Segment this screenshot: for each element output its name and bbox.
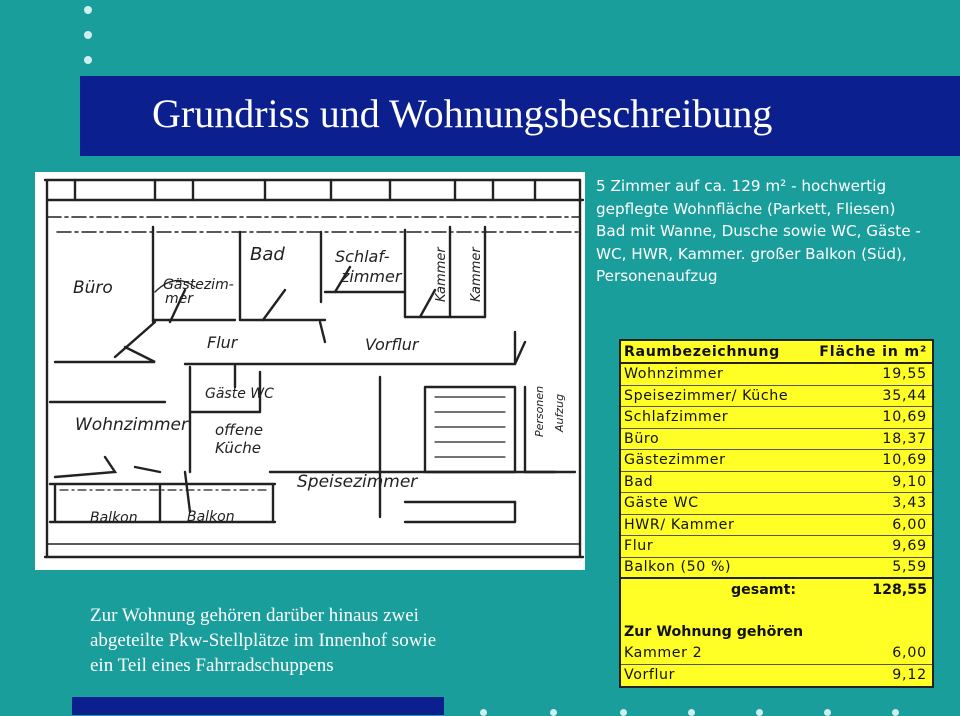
label-flur: Flur: [207, 333, 238, 352]
total-value: 128,55: [872, 581, 927, 598]
room-name: Balkon (50 %): [624, 559, 732, 576]
table-row: [621, 407, 932, 429]
decorative-dots-top: [84, 6, 96, 81]
additional-info-line: abgeteilte Pkw-Stellplätze im Innenhof sowie: [90, 630, 437, 651]
sub-heading-text: Zur Wohnung gehören: [624, 624, 804, 641]
room-area: 35,44: [882, 387, 927, 404]
label-gaeste-wc: Gäste WC: [205, 386, 274, 402]
total-row: [621, 579, 932, 601]
room-name: Büro: [624, 430, 660, 447]
description-line: WC, HWR, Kammer. großer Balkon (Süd),: [596, 244, 907, 263]
label-kammer-1: Kammer: [434, 247, 449, 302]
room-area: 9,69: [892, 538, 927, 555]
description-line: Bad mit Wanne, Dusche sowie WC, Gäste -: [596, 222, 921, 240]
label-gaestezimmer-1: Gästezim-: [163, 277, 234, 293]
room-area: 19,55: [882, 366, 927, 383]
additional-info-line: Zur Wohnung gehören darüber hinaus zwei: [90, 605, 419, 626]
label-wohnzimmer: Wohnzimmer: [75, 415, 188, 435]
table-row: [621, 536, 932, 558]
room-name: Speisezimmer/ Küche: [624, 387, 789, 404]
room-name: HWR/ Kammer: [624, 516, 735, 533]
sub-heading: [621, 622, 932, 644]
label-vorflur: Vorflur: [365, 335, 419, 354]
room-area: 6,00: [892, 516, 927, 533]
room-area: 5,59: [892, 559, 927, 576]
table-row: [621, 558, 932, 580]
page-title: Grundriss und Wohnungsbeschreibung: [152, 91, 773, 136]
room-name: Schlafzimmer: [624, 409, 729, 426]
floor-plan: [35, 172, 585, 570]
room-area: 10,69: [882, 452, 927, 469]
decorative-dots-bottom: [470, 709, 960, 715]
label-gaestezimmer-2: mer: [165, 291, 194, 307]
additional-info: [90, 603, 510, 678]
header-area: Fläche in m²: [819, 343, 927, 360]
label-balkon-1: Balkon: [90, 510, 138, 526]
table-row: [621, 386, 932, 408]
label-offene-kueche-2: Küche: [215, 439, 261, 457]
room-name: Bad: [624, 473, 654, 490]
table-row: [621, 472, 932, 494]
room-name: Gäste WC: [624, 495, 699, 512]
label-buero: Büro: [73, 278, 113, 298]
header-room-name: Raumbezeichnung: [624, 343, 780, 360]
table-row: [621, 493, 932, 515]
room-area: 9,12: [892, 667, 927, 684]
table-row: [621, 429, 932, 451]
room-area: 18,37: [882, 430, 927, 447]
title-bar: [80, 76, 960, 156]
additional-info-line: ein Teil eines Fahrradschuppens: [90, 655, 334, 676]
table-row: [621, 665, 932, 687]
bottom-bar: [72, 697, 444, 715]
label-personen-aufzug-1: Personen: [533, 385, 546, 437]
room-name: Gästezimmer: [624, 452, 726, 469]
apartment-description: [596, 175, 946, 288]
label-kammer-2: Kammer: [469, 247, 484, 302]
label-schlafzimmer-2: zimmer: [341, 267, 402, 286]
room-name: Wohnzimmer: [624, 366, 724, 383]
description-line: gepflegte Wohnfläche (Parkett, Fliesen): [596, 199, 896, 218]
area-table: [619, 339, 934, 688]
room-name: Kammer 2: [624, 645, 703, 662]
room-area: 6,00: [892, 645, 927, 662]
table-row: [621, 364, 932, 386]
label-personen-aufzug-2: Aufzug: [553, 393, 566, 432]
label-offene-kueche-1: offene: [215, 421, 263, 439]
table-row: [621, 450, 932, 472]
table-row: [621, 515, 932, 537]
label-balkon-2: Balkon: [187, 509, 235, 525]
room-area: 9,10: [892, 473, 927, 490]
label-speisezimmer: Speisezimmer: [297, 472, 418, 492]
room-area: 10,69: [882, 409, 927, 426]
room-name: Flur: [624, 538, 654, 555]
room-area: 3,43: [892, 495, 927, 512]
table-row: [621, 643, 932, 665]
area-table-header: [621, 341, 932, 364]
floor-plan-drawing: [35, 172, 585, 570]
description-line: Personenaufzug: [596, 267, 718, 285]
label-bad: Bad: [250, 244, 285, 265]
total-label: gesamt:: [731, 581, 797, 598]
label-schlafzimmer-1: Schlaf-: [335, 247, 390, 266]
room-name: Vorflur: [624, 667, 676, 684]
description-line: 5 Zimmer auf ca. 129 m² - hochwertig: [596, 177, 887, 195]
